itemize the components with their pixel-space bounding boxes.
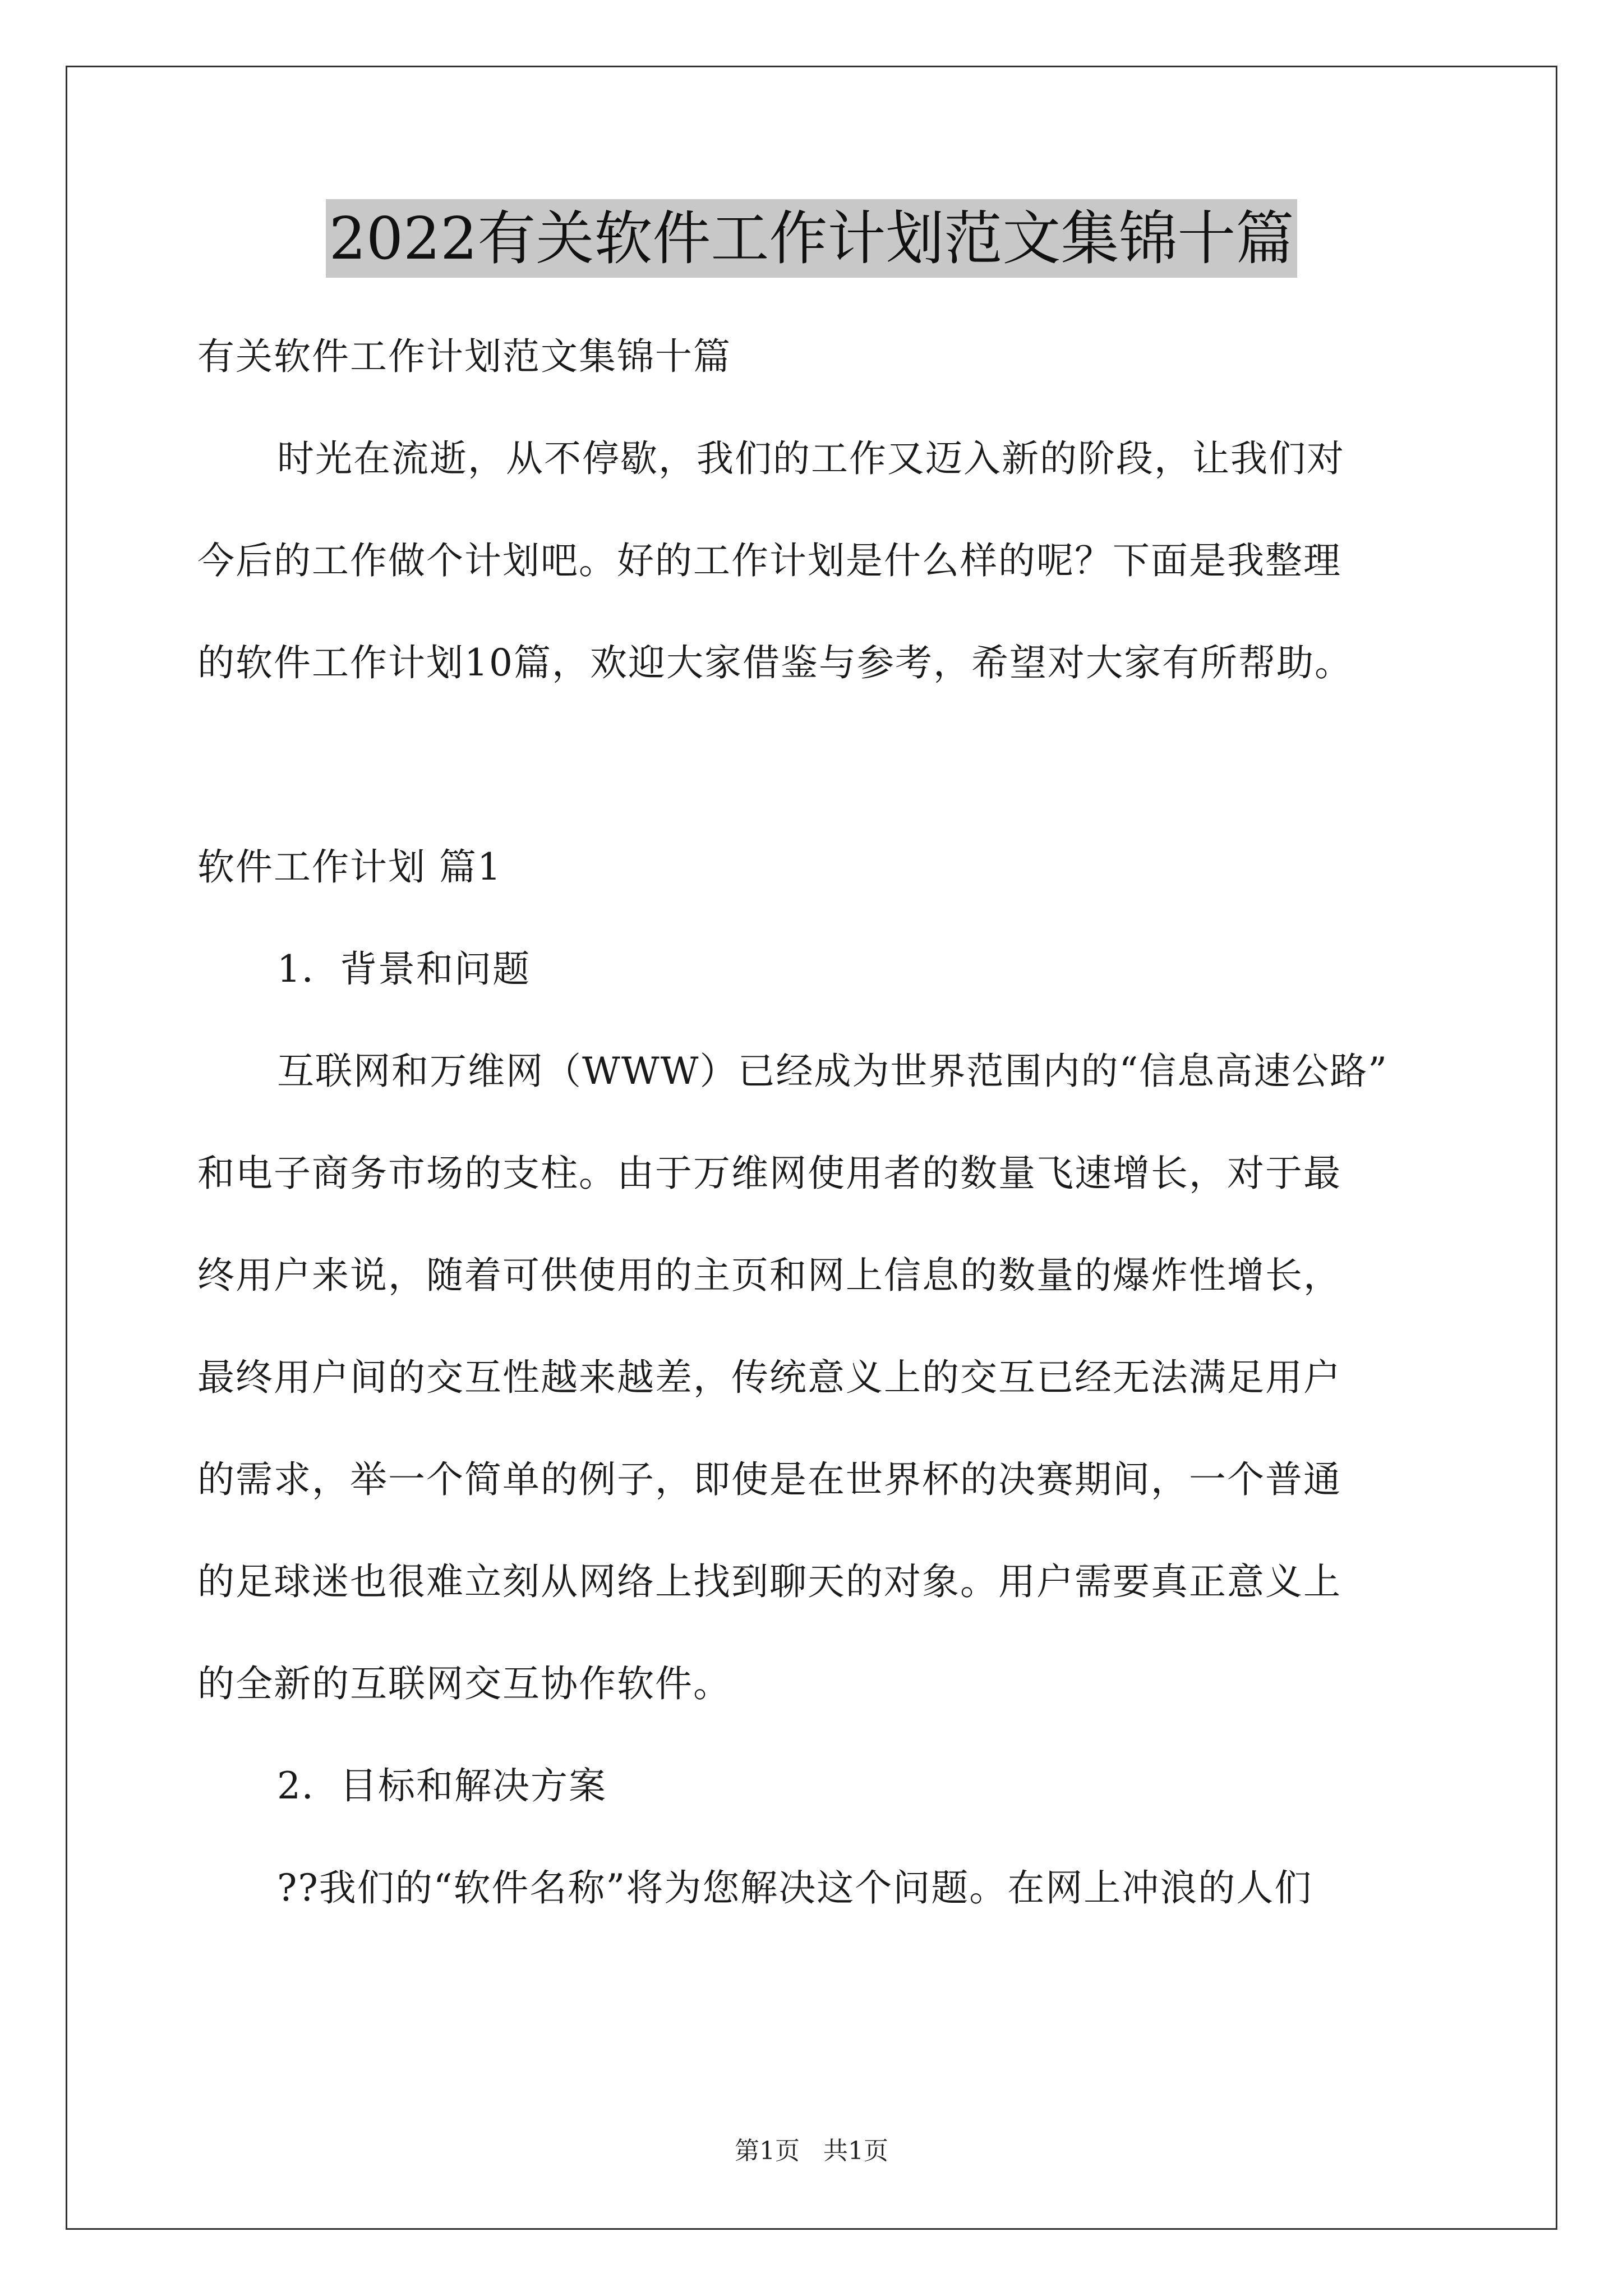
- intro-paragraph-line-3: 的软件工作计划10篇，欢迎大家借鉴与参考，希望对大家有所帮助。: [197, 641, 1353, 684]
- paragraph-2-line-1: ??我们的“软件名称”将为您解决这个问题。在网上冲浪的人们: [277, 1866, 1313, 1910]
- intro-paragraph-line-2: 今后的工作做个计划吧。好的工作计划是什么样的呢？下面是我整理: [197, 539, 1341, 582]
- paragraph-1-line-7: 的全新的互联网交互协作软件。: [197, 1662, 731, 1705]
- paragraph-1-line-3: 终用户来说，随着可供使用的主页和网上信息的数量的爆炸性增长，: [197, 1254, 1341, 1297]
- blank-line: [197, 714, 1431, 816]
- paragraph-1-line-6: 的足球迷也很难立刻从网络上找到聊天的对象。用户需要真正意义上: [197, 1560, 1341, 1603]
- document-body: [197, 306, 1431, 1939]
- item-2-heading: 2．目标和解决方案: [277, 1764, 607, 1807]
- subtitle: 有关软件工作计划范文集锦十篇: [197, 335, 731, 378]
- document-title: 2022有关软件工作计划范文集锦十篇: [326, 199, 1298, 278]
- item-1-heading: 1．背景和问题: [277, 947, 531, 991]
- title-container: [0, 199, 1623, 278]
- intro-paragraph-line-1: 时光在流逝，从不停歇，我们的工作又迈入新的阶段，让我们对: [277, 437, 1345, 480]
- section-heading: 软件工作计划 篇1: [197, 845, 502, 889]
- paragraph-1-line-5: 的需求，举一个简单的例子，即使是在世界杯的决赛期间，一个普通: [197, 1458, 1341, 1501]
- paragraph-1-line-4: 最终用户间的交互性越来越差，传统意义上的交互已经无法满足用户: [197, 1356, 1341, 1399]
- paragraph-1-line-2: 和电子商务市场的支柱。由于万维网使用者的数量飞速增长，对于最: [197, 1152, 1341, 1195]
- paragraph-1-line-1: 互联网和万维网（WWW）已经成为世界范围内的“信息高速公路”: [277, 1050, 1388, 1093]
- page-footer: 第1页 共1页: [735, 2137, 888, 2165]
